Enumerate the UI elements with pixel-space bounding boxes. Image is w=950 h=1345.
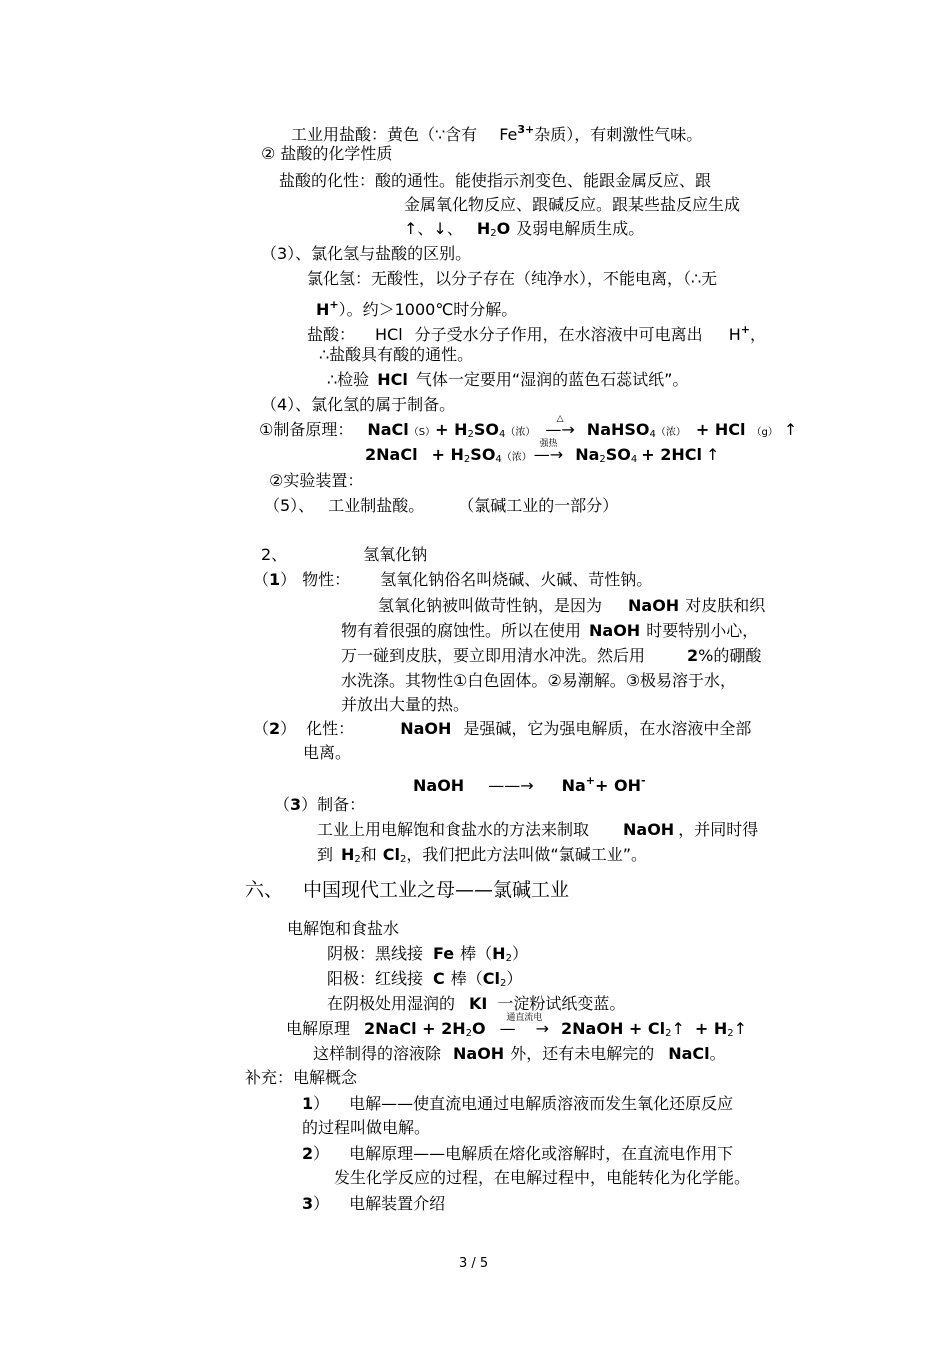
text: 阴极：黑线接 bbox=[327, 944, 424, 963]
text: ） bbox=[313, 1094, 330, 1113]
text: Fe bbox=[499, 125, 518, 144]
text: 工业用盐酸：黄色（∵含有 bbox=[291, 125, 478, 144]
text: ）。约＞1000℃时分解。 bbox=[338, 300, 518, 319]
text: （5）、 bbox=[264, 496, 315, 515]
text: 气体一定要用“湿润的蓝色石蕊试纸”。 bbox=[415, 370, 689, 389]
line-industrial-hcl bbox=[291, 119, 702, 146]
superscript: + bbox=[585, 774, 595, 787]
text: ） bbox=[511, 944, 528, 963]
text-line: 氯化氢：无酸性，以分子存在（纯净水），不能电离，（∴无 bbox=[307, 269, 718, 288]
text: （ bbox=[274, 795, 291, 814]
formula: 2NaCl bbox=[365, 445, 418, 464]
subscript: 4 bbox=[630, 454, 638, 465]
subscript: 2 bbox=[400, 854, 407, 865]
text: ↑、↓、 bbox=[404, 219, 463, 238]
text: 和 bbox=[360, 845, 377, 864]
text: 六、 bbox=[245, 879, 284, 901]
superscript: + bbox=[740, 323, 750, 336]
formula: SO bbox=[605, 445, 631, 464]
equation-electrolysis bbox=[286, 1013, 748, 1045]
text: 到 bbox=[317, 845, 334, 864]
text: ）制备： bbox=[301, 795, 366, 814]
text: — bbox=[533, 445, 550, 464]
text-line bbox=[253, 718, 751, 740]
text: ↑ bbox=[733, 1019, 748, 1038]
formula: SO bbox=[473, 420, 500, 439]
equation-preparation-2 bbox=[365, 439, 720, 471]
equation-ionization bbox=[413, 770, 646, 797]
text: ∴检验 bbox=[327, 370, 370, 389]
formula: SO bbox=[470, 445, 496, 464]
text: 3 bbox=[290, 795, 302, 814]
text-line bbox=[317, 819, 758, 841]
subscript: 2 bbox=[505, 953, 512, 964]
arrow: ——→ bbox=[488, 776, 534, 795]
superscript: 3+ bbox=[517, 123, 535, 136]
text: ） bbox=[506, 969, 523, 988]
subscript: 2 bbox=[599, 454, 606, 465]
text-line bbox=[307, 319, 766, 346]
formula: 2NaOH + Cl bbox=[561, 1019, 666, 1038]
text-line bbox=[327, 968, 522, 995]
formula: Cl bbox=[382, 845, 401, 864]
arrow-condition: 通直流电 bbox=[506, 1013, 543, 1023]
text: 这样制得的溶液除 bbox=[313, 1044, 442, 1063]
text-line bbox=[274, 794, 365, 816]
formula: NaOH bbox=[623, 820, 675, 839]
formula: H bbox=[316, 300, 330, 319]
text: ，我们把此方法叫做“氯碱工业”。 bbox=[406, 845, 647, 864]
text-line bbox=[313, 1043, 726, 1065]
text-line: 的过程叫做电解。 bbox=[302, 1118, 431, 1137]
formula: O bbox=[472, 1019, 486, 1038]
formula: NaOH bbox=[413, 776, 465, 795]
heading-hcl-preparation: （4）、氯化氢的属于制备。 bbox=[261, 395, 456, 414]
formula: NaOH bbox=[453, 1044, 505, 1063]
formula: NaCl bbox=[668, 1044, 710, 1063]
text-line: ②实验装置： bbox=[269, 471, 364, 490]
text-line: 电解饱和食盐水 bbox=[287, 919, 400, 938]
heading-hcl-chemical-properties: ② 盐酸的化学性质 bbox=[261, 144, 393, 163]
text: 棒（ bbox=[460, 944, 493, 963]
text-line: ∴盐酸具有酸的通性。 bbox=[319, 345, 474, 364]
text: 物有着很强的腐蚀性。所以在使用 bbox=[341, 621, 582, 640]
formula: NaCl bbox=[367, 420, 409, 439]
formula: C bbox=[433, 969, 445, 988]
text: 是强碱，它为强电解质，在水溶液中全部 bbox=[463, 719, 752, 738]
formula: + HCl bbox=[695, 420, 746, 439]
text: 2 bbox=[269, 719, 281, 738]
subscript: 2 bbox=[727, 1028, 734, 1039]
text: 外，还有未电解完的 bbox=[510, 1044, 655, 1063]
text: 物性： bbox=[302, 570, 351, 589]
text: 2、 bbox=[261, 545, 288, 564]
text: 氢氧化钠 bbox=[363, 545, 428, 564]
text: 电解原理——电解质在熔化或溶解时，在直流电作用下 bbox=[349, 1144, 734, 1163]
subscript: 2 bbox=[490, 228, 497, 239]
text: 2 bbox=[687, 646, 699, 665]
formula: Na bbox=[575, 445, 600, 464]
text-line: 发生化学反应的过程，在电解过程中，电能转化为化学能。 bbox=[334, 1168, 751, 1187]
text: 工业上用电解饱和食盐水的方法来制取 bbox=[317, 820, 590, 839]
heading-naoh bbox=[261, 544, 427, 566]
text: （ bbox=[253, 719, 270, 738]
text: （ bbox=[253, 570, 270, 589]
text: 电解装置介绍 bbox=[349, 1194, 446, 1213]
text: ） bbox=[313, 1144, 330, 1163]
text: 工业制盐酸。 bbox=[328, 496, 425, 515]
text: 电解——使直流电通过电解质溶液而发生氧化还原反应 bbox=[349, 1094, 734, 1113]
text-line bbox=[316, 294, 517, 321]
text: 氢氧化钠俗名叫烧碱、火碱、苛性钠。 bbox=[380, 570, 653, 589]
text: （氯碱工业的一部分） bbox=[466, 496, 619, 515]
state: （g） bbox=[751, 427, 778, 438]
formula: HCl bbox=[377, 370, 408, 389]
subscript: 2 bbox=[463, 454, 471, 465]
formula: + OH bbox=[595, 776, 641, 795]
heading-hcl-vs-hydrochloric: （3）、氯化氢与盐酸的区别。 bbox=[261, 244, 472, 263]
text: ） bbox=[280, 719, 297, 738]
text: → bbox=[535, 1019, 550, 1038]
text: 化性： bbox=[306, 719, 355, 738]
text-line bbox=[302, 1193, 445, 1215]
arrow-condition: △ bbox=[556, 414, 564, 424]
formula: + H bbox=[435, 420, 468, 439]
subscript: 4 bbox=[495, 454, 502, 465]
text-line bbox=[378, 595, 765, 617]
subscript: 2 bbox=[465, 1028, 473, 1039]
text: — bbox=[499, 1019, 516, 1038]
state: （浓） bbox=[655, 427, 686, 438]
text-line bbox=[253, 569, 652, 591]
text: 1 bbox=[269, 570, 281, 589]
text: — bbox=[545, 420, 562, 439]
formula: NaOH bbox=[589, 621, 641, 640]
text-line bbox=[341, 645, 761, 667]
text: 及弱电解质生成。 bbox=[516, 219, 645, 238]
list-number: 2 bbox=[302, 1144, 314, 1163]
text: 对皮肤和织 bbox=[685, 596, 766, 615]
text-line bbox=[317, 844, 647, 871]
formula: 2NaCl + 2H bbox=[364, 1019, 466, 1038]
formula: H bbox=[476, 219, 491, 238]
list-number: 3 bbox=[302, 1194, 314, 1213]
list-number: 1 bbox=[302, 1094, 314, 1113]
subscript: 2 bbox=[500, 978, 507, 989]
text: → bbox=[561, 420, 575, 439]
heading-industrial-hcl bbox=[264, 495, 618, 517]
page-number: 3 / 5 bbox=[459, 1256, 489, 1271]
formula: NaOH bbox=[628, 596, 680, 615]
text-line bbox=[327, 369, 688, 391]
subscript: 4 bbox=[499, 429, 506, 440]
text-line bbox=[404, 218, 644, 245]
text-line bbox=[327, 943, 528, 970]
text: 中国现代工业之母——氯碱工业 bbox=[303, 879, 570, 901]
superscript: + bbox=[329, 298, 339, 311]
text: 氢氧化钠被叫做苛性钠，是因为 bbox=[378, 596, 603, 615]
formula: Fe bbox=[433, 944, 455, 963]
formula: NaHSO bbox=[586, 420, 650, 439]
text: 杂质），有刺激性气味。 bbox=[534, 125, 703, 144]
text: 一淀粉试纸变蓝。 bbox=[497, 994, 626, 1013]
formula: + H bbox=[431, 445, 464, 464]
text: 电解原理 bbox=[286, 1019, 351, 1038]
subscript: 4 bbox=[649, 429, 656, 440]
text: 盐酸： bbox=[307, 325, 356, 344]
formula: Cl bbox=[482, 969, 501, 988]
formula: Na bbox=[561, 776, 586, 795]
formula: KI bbox=[469, 994, 488, 1013]
text: ） bbox=[280, 570, 297, 589]
superscript: - bbox=[640, 774, 646, 787]
text: 棒（ bbox=[450, 969, 483, 988]
arrow-condition: 强热 bbox=[539, 439, 558, 449]
text-line bbox=[341, 620, 758, 642]
text-line bbox=[302, 1093, 733, 1115]
text: ①制备原理： bbox=[259, 420, 354, 439]
text: → bbox=[549, 445, 564, 464]
text-line bbox=[327, 993, 625, 1015]
text: 万一碰到皮肤，要立即用清水冲洗。然后用 bbox=[341, 646, 646, 665]
text: 在阴极处用湿润的 bbox=[327, 994, 456, 1013]
formula: H bbox=[492, 944, 506, 963]
text: 分子受水分子作用，在水溶液中可电离出 bbox=[414, 325, 703, 344]
formula: + H bbox=[694, 1019, 728, 1038]
subscript: 2 bbox=[354, 854, 361, 865]
text: ， bbox=[749, 325, 766, 344]
formula: H bbox=[728, 325, 741, 344]
text: ↑ bbox=[706, 445, 720, 464]
text: ↑ bbox=[783, 420, 798, 439]
text: 阳极：红线接 bbox=[327, 969, 424, 988]
heading-supplement: 补充：电解概念 bbox=[245, 1068, 358, 1087]
text: ，并同时得 bbox=[678, 820, 759, 839]
text: %的硼酸 bbox=[698, 646, 762, 665]
text: ） bbox=[313, 1194, 330, 1213]
subscript: 2 bbox=[665, 1028, 672, 1039]
state: （浓） bbox=[501, 452, 532, 463]
formula: HCl bbox=[375, 325, 403, 344]
section-heading-chlor-alkali bbox=[245, 877, 569, 903]
text-line bbox=[302, 1143, 733, 1165]
formula: + 2HCl bbox=[641, 445, 702, 464]
text-line: 并放出大量的热。 bbox=[341, 695, 470, 714]
state: （浓） bbox=[505, 427, 536, 438]
text-line: 盐酸的化性：酸的通性。能使指示剂变色、能跟金属反应、跟 bbox=[279, 171, 712, 190]
formula: NaOH bbox=[400, 719, 452, 738]
state: （S） bbox=[408, 427, 436, 438]
formula: H bbox=[341, 845, 355, 864]
text-line: 金属氧化物反应、跟碱反应。跟某些盐反应生成 bbox=[404, 195, 741, 214]
text-line: 水洗涤。其物性①白色固体。②易潮解。③极易溶于水， bbox=[341, 671, 737, 690]
text: 。 bbox=[709, 1044, 726, 1063]
text: 时要特别小心， bbox=[646, 621, 759, 640]
text: ↑ bbox=[671, 1019, 685, 1038]
text-line: 电离。 bbox=[303, 743, 352, 762]
reaction-arrow bbox=[499, 1013, 550, 1040]
subscript: 2 bbox=[467, 429, 474, 440]
formula: O bbox=[496, 219, 511, 238]
reaction-arrow bbox=[533, 439, 564, 466]
equation-preparation-1 bbox=[259, 414, 798, 446]
